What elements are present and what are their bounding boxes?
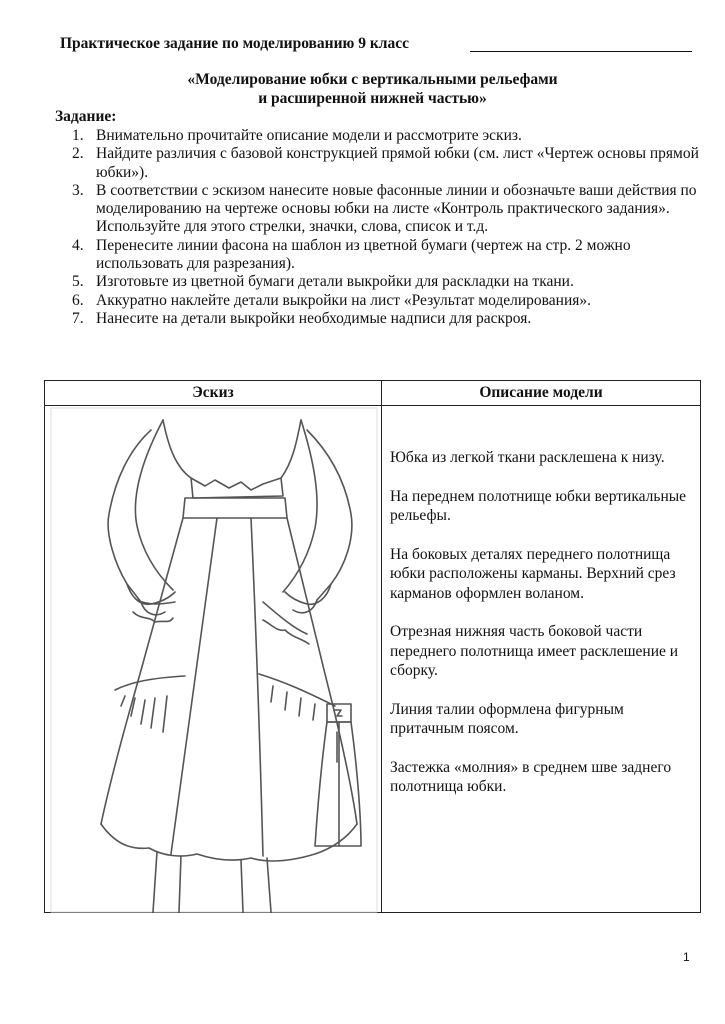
task-step-number: 6. [72, 291, 84, 309]
description-paragraph: Юбка из легкой ткани расклешена к низу. [390, 449, 665, 466]
description-column-header: Описание модели [382, 381, 701, 406]
task-step-text: Аккуратно наклейте детали выкройки на лист «Результат моделирования». [96, 291, 592, 309]
model-description [382, 406, 700, 797]
description-paragraph: На переднем полотнище юбки вертикальные рельефы. [390, 487, 687, 524]
task-step-number: 5. [72, 273, 84, 291]
task-step-number: 1. [72, 127, 84, 144]
task-step [0, 273, 700, 291]
description-paragraph: На боковых деталях переднего полотнища юбки расположены карманы. Верхний срез карманов оформлен воланом. [390, 545, 676, 602]
task-step [0, 127, 700, 145]
sketch-column-header: Эскиз [45, 381, 382, 406]
task-step-text: В соответствии с эскизом нанесите новые фасонные линии и обозначьте ваши действия по моделированию на чертеже основы юбки на листе «Контроль практического задания». Используйте для этого стрелки, значки, слова, список и т.д. [96, 181, 697, 236]
task-steps-list [0, 127, 700, 328]
description-paragraph: Застежка «молния» в среднем шве заднего полотнища юбки. [390, 758, 672, 795]
assignment-title [40, 70, 705, 108]
task-step [0, 182, 700, 237]
sketch-cell [45, 406, 382, 913]
task-step-text: Изготовьте из цветной бумаги детали выкройки для раскладки на ткани. [96, 273, 574, 291]
name-blank-line [470, 51, 692, 52]
worksheet-header [60, 35, 692, 53]
task-step-text: Внимательно прочитайте описание модели и рассмотрите эскиз. [96, 127, 522, 144]
worksheet-header-title: Практическое задание по моделированию 9 класс [60, 35, 410, 52]
skirt-sketch-drawing [45, 406, 381, 914]
task-label: Задание: [55, 108, 117, 125]
assignment-title-line1: «Моделирование юбки с вертикальными рельефами [187, 71, 558, 88]
task-step [0, 145, 700, 182]
task-step-text: Перенесите линии фасона на шаблон из цветной бумаги (чертеж на стр. 2 можно использовать для разрезания). [96, 236, 631, 273]
page-number: 1 [683, 950, 690, 964]
task-step-number: 4. [72, 236, 84, 254]
model-table [44, 380, 701, 913]
task-step-number: 7. [72, 309, 84, 327]
task-step [0, 292, 700, 310]
assignment-title-line2: и расширенной нижней частью» [258, 90, 487, 107]
description-paragraph: Линия талии оформлена фигурным притачным поясом. [390, 700, 624, 737]
description-paragraph: Отрезная нижняя часть боковой части переднего полотнища имеет расклешение и сборку. [390, 623, 679, 679]
task-step [0, 237, 700, 274]
task-step-number: 3. [72, 181, 84, 199]
task-step-text: Найдите различия с базовой конструкцией прямой юбки (см. лист «Чертеж основы прямой юбки»). [96, 145, 699, 181]
description-cell [382, 406, 701, 913]
task-step-text: Нанесите на детали выкройки необходимые надписи для раскроя. [96, 309, 532, 327]
task-step [0, 310, 700, 328]
task-step-number: 2. [72, 145, 84, 163]
